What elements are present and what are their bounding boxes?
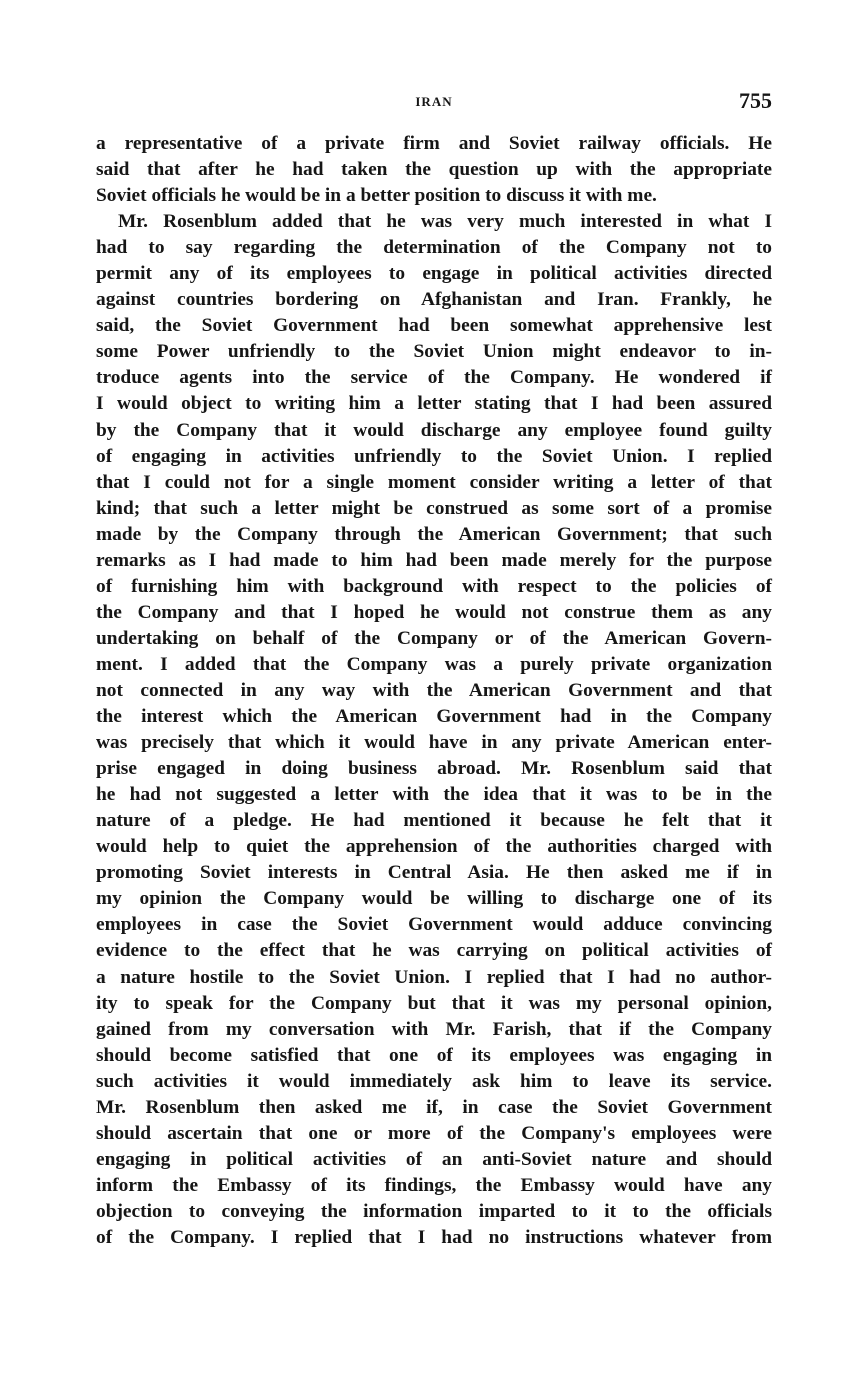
running-head: [96, 88, 772, 118]
text-line: such activities it would immediately ask him to leave its service.: [96, 1070, 772, 1092]
text-line: engaging in political activities of an anti-Soviet nature and should: [96, 1148, 772, 1170]
text-line: Mr. Rosenblum then asked me if, in case the Soviet Government: [96, 1096, 772, 1118]
text-line: of furnishing him with background with respect to the policies of: [96, 575, 772, 597]
text-line: I would object to writing him a letter stating that I had been assured: [96, 393, 772, 415]
text-line: by the Company that it would discharge any employee found guilty: [96, 419, 772, 441]
text-line: prise engaged in doing business abroad. Mr. Rosenblum said that: [96, 758, 772, 780]
text-line: the interest which the American Government had in the Company: [96, 706, 772, 728]
text-line: was precisely that which it would have in any private American enter-: [96, 732, 772, 754]
text-line: inform the Embassy of its findings, the Embassy would have any: [96, 1174, 772, 1196]
text-line: a representative of a private firm and Soviet railway officials. He: [96, 133, 772, 154]
text-line: remarks as I had made to him had been made merely for the purpose: [96, 549, 772, 571]
text-line: ment. I added that the Company was a purely private organization: [96, 653, 772, 675]
text-line: gained from my conversation with Mr. Farish, that if the Company: [96, 1018, 772, 1040]
body-text: [96, 131, 772, 1251]
text-line: that I could not for a single moment consider writing a letter of that: [96, 471, 772, 493]
text-line: objection to conveying the information imparted to it to the officials: [96, 1200, 772, 1222]
text-line: made by the Company through the American Government; that such: [96, 523, 772, 545]
text-line: evidence to the effect that he was carrying on political activities of: [96, 940, 772, 962]
text-line: a nature hostile to the Soviet Union. I replied that I had no author-: [96, 966, 772, 988]
text-line: he had not suggested a letter with the idea that it was to be in the: [96, 784, 772, 806]
text-line: of the Company. I replied that I had no instructions whatever from: [96, 1226, 772, 1248]
text-line: Soviet officials he would be in a better position to discuss it with me.: [96, 185, 657, 207]
text-line: the Company and that I hoped he would not construe them as any: [96, 601, 772, 623]
text-line: against countries bordering on Afghanistan and Iran. Frankly, he: [96, 289, 772, 311]
text-line: said, the Soviet Government had been somewhat apprehensive lest: [96, 315, 772, 337]
text-line: undertaking on behalf of the Company or of the American Govern-: [96, 627, 772, 649]
text-line: should become satisfied that one of its employees was engaging in: [96, 1044, 772, 1066]
text-line: promoting Soviet interests in Central Asia. He then asked me if in: [96, 862, 772, 884]
paragraph-start-line: Mr. Rosenblum added that he was very much interested in what I: [118, 211, 772, 233]
text-line: should ascertain that one or more of the Company's employees were: [96, 1122, 772, 1144]
text-line: of engaging in activities unfriendly to the Soviet Union. I replied: [96, 445, 772, 467]
text-line: troduce agents into the service of the Company. He wondered if: [96, 367, 772, 389]
text-line: employees in case the Soviet Government would adduce convincing: [96, 914, 772, 936]
text-line: some Power unfriendly to the Soviet Union might endeavor to in-: [96, 341, 772, 363]
page-number: 755: [739, 88, 772, 113]
text-line: said that after he had taken the question up with the appropriate: [96, 159, 772, 181]
text-line: my opinion the Company would be willing to discharge one of its: [96, 888, 772, 910]
text-line: had to say regarding the determination of the Company not to: [96, 237, 772, 259]
running-title: IRAN: [415, 94, 453, 109]
text-line: kind; that such a letter might be construed as some sort of a promise: [96, 497, 772, 519]
text-line: would help to quiet the apprehension of the authorities charged with: [96, 836, 772, 858]
text-line: ity to speak for the Company but that it was my personal opinion,: [96, 992, 772, 1014]
text-line: not connected in any way with the American Government and that: [96, 679, 772, 701]
text-line: permit any of its employees to engage in political activities directed: [96, 263, 772, 285]
text-line: nature of a pledge. He had mentioned it because he felt that it: [96, 810, 772, 832]
